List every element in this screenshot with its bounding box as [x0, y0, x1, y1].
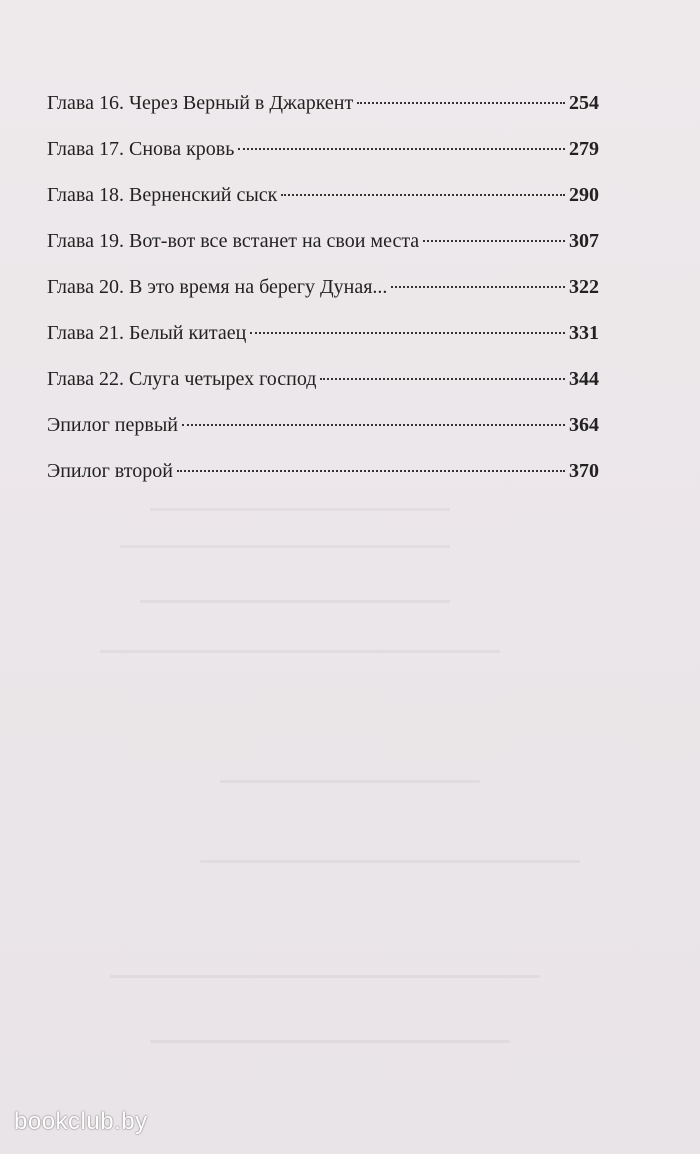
- table-of-contents: [47, 88, 599, 502]
- toc-entry: [47, 272, 599, 318]
- toc-entry-page: 307: [569, 230, 599, 252]
- dot-leader: [281, 194, 565, 196]
- toc-entry-page: 254: [569, 92, 599, 114]
- toc-entry-page: 322: [569, 276, 599, 298]
- toc-entry: [47, 88, 599, 134]
- toc-entry-title: Глава 21. Белый китаец: [47, 322, 247, 344]
- bleed-through-line: [100, 650, 500, 653]
- bleed-through-line: [200, 860, 580, 863]
- toc-entry-title: Глава 18. Верненский сыск: [47, 184, 278, 206]
- toc-entry-page: 370: [569, 460, 599, 482]
- toc-entry: [47, 318, 599, 364]
- bleed-through-line: [120, 545, 450, 548]
- toc-entry: [47, 180, 599, 226]
- toc-entry-page: 331: [569, 322, 599, 344]
- toc-entry: [47, 226, 599, 272]
- toc-entry-page: 279: [569, 138, 599, 160]
- dot-leader: [391, 286, 565, 288]
- toc-entry-page: 364: [569, 414, 599, 436]
- toc-entry: [47, 364, 599, 410]
- dot-leader: [182, 424, 565, 426]
- toc-entry-title: Глава 22. Слуга четырех господ: [47, 368, 317, 390]
- toc-entry-page: 344: [569, 368, 599, 390]
- toc-entry: [47, 410, 599, 456]
- bleed-through-line: [220, 780, 480, 783]
- watermark: bookclub.by: [14, 1108, 148, 1135]
- toc-entry: [47, 456, 599, 502]
- toc-entry-title: Эпилог первый: [47, 414, 178, 436]
- toc-entry-title: Глава 19. Вот-вот все встанет на свои места: [47, 230, 420, 252]
- dot-leader: [423, 240, 565, 242]
- bleed-through-line: [140, 600, 450, 603]
- dot-leader: [250, 332, 565, 334]
- toc-entry-title: Глава 16. Через Верный в Джаркент: [47, 92, 354, 114]
- dot-leader: [238, 148, 565, 150]
- toc-entry: [47, 134, 599, 180]
- dot-leader: [357, 102, 565, 104]
- toc-entry-title: Глава 20. В это время на берегу Дуная...: [47, 276, 388, 298]
- dot-leader: [320, 378, 565, 380]
- dot-leader: [177, 470, 565, 472]
- toc-entry-page: 290: [569, 184, 599, 206]
- bleed-through-line: [150, 1040, 510, 1043]
- toc-entry-title: Эпилог второй: [47, 460, 173, 482]
- bleed-through-line: [110, 975, 540, 978]
- toc-entry-title: Глава 17. Снова кровь: [47, 138, 235, 160]
- bleed-through-line: [150, 508, 450, 511]
